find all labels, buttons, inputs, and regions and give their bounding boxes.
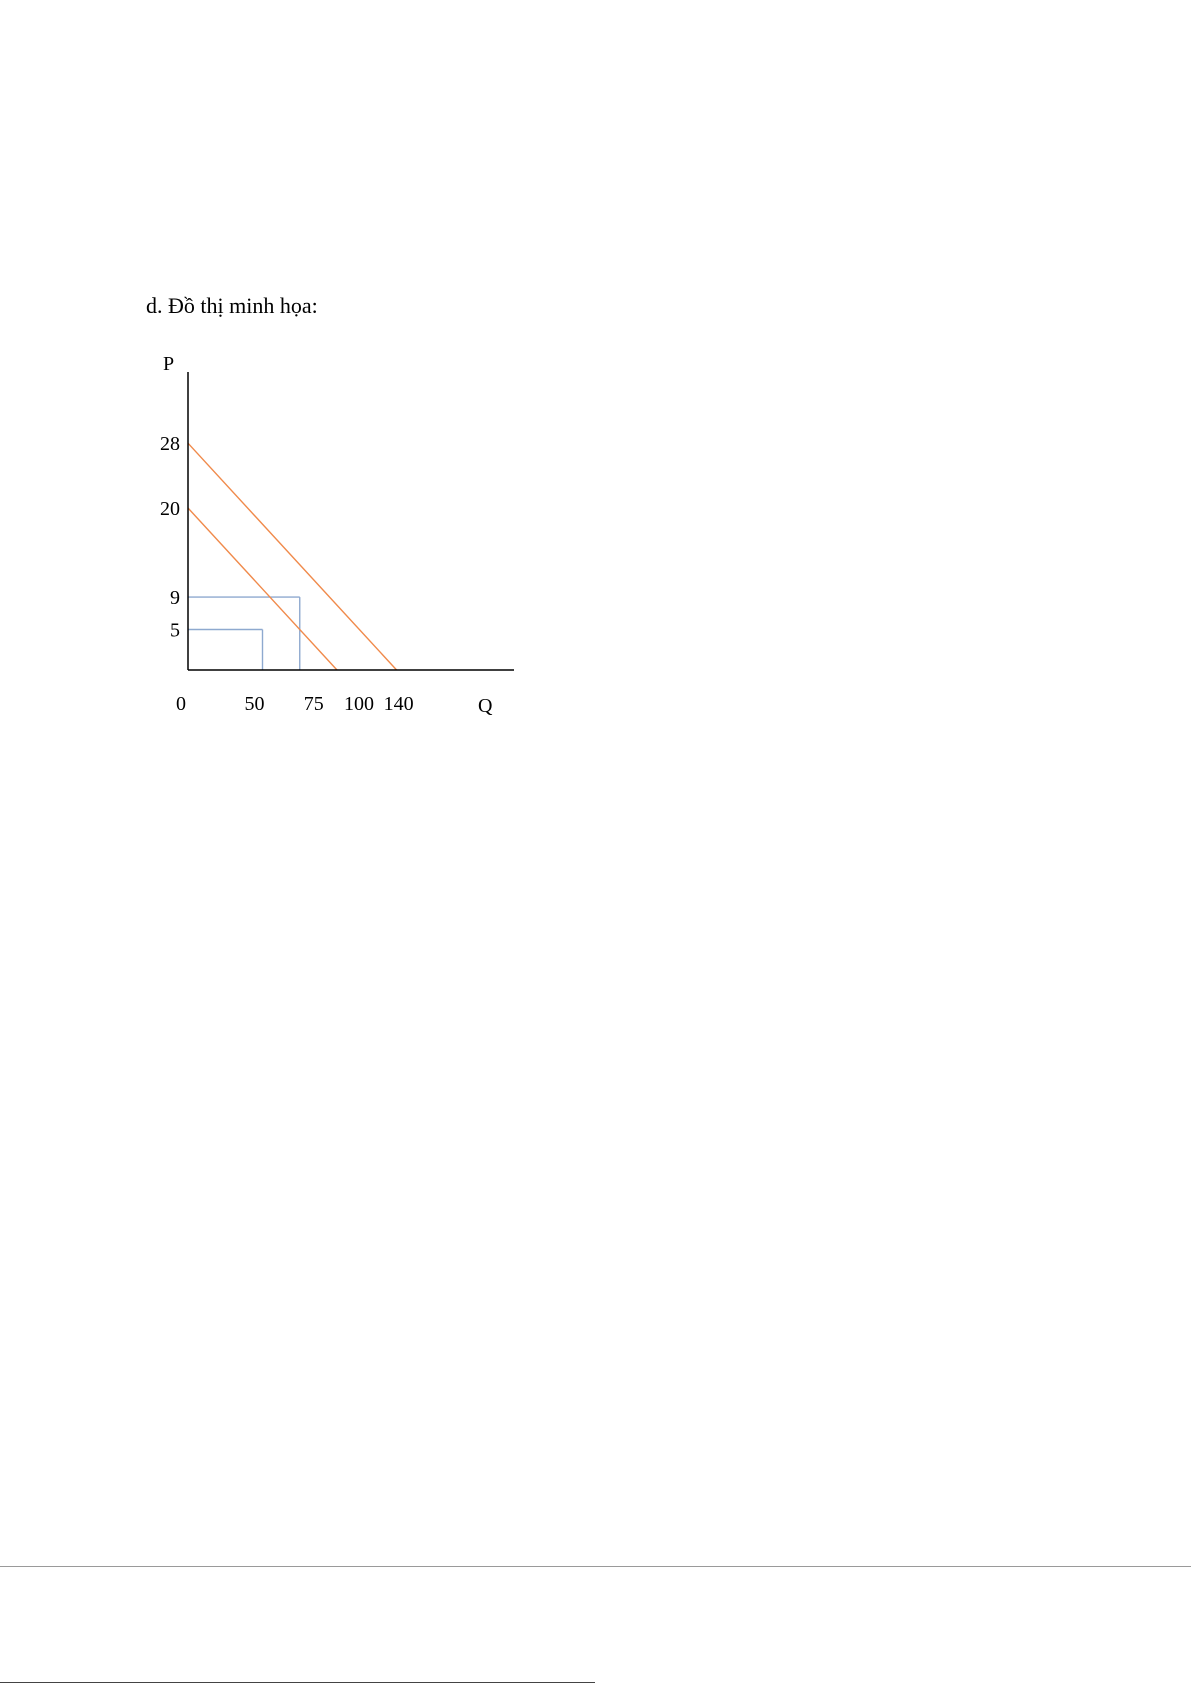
x-tick-label-50: 50 [244, 693, 265, 715]
demand-lines [188, 443, 397, 670]
axis-labels [160, 353, 493, 717]
x-tick-label-140: 140 [383, 693, 414, 715]
x-tick-label-100: 100 [344, 693, 374, 715]
axes [188, 372, 514, 670]
x-tick-label-0: 0 [176, 693, 186, 715]
y-tick-label-20: 20 [160, 498, 180, 520]
guide-lines [188, 597, 300, 670]
footer-divider [0, 1566, 1191, 1567]
price-quantity-graph [0, 0, 1191, 760]
y-axis-title: P [163, 353, 175, 375]
y-tick-label-5: 5 [170, 619, 180, 642]
section-heading: d. Đồ thị minh họa: [146, 293, 318, 318]
x-tick-label-75: 75 [303, 693, 324, 715]
y-tick-label-9: 9 [170, 587, 180, 610]
y-tick-label-28: 28 [160, 433, 180, 456]
demand-line-1 [188, 443, 397, 670]
x-axis-title: Q [478, 695, 493, 717]
bottom-divider [0, 1682, 595, 1683]
